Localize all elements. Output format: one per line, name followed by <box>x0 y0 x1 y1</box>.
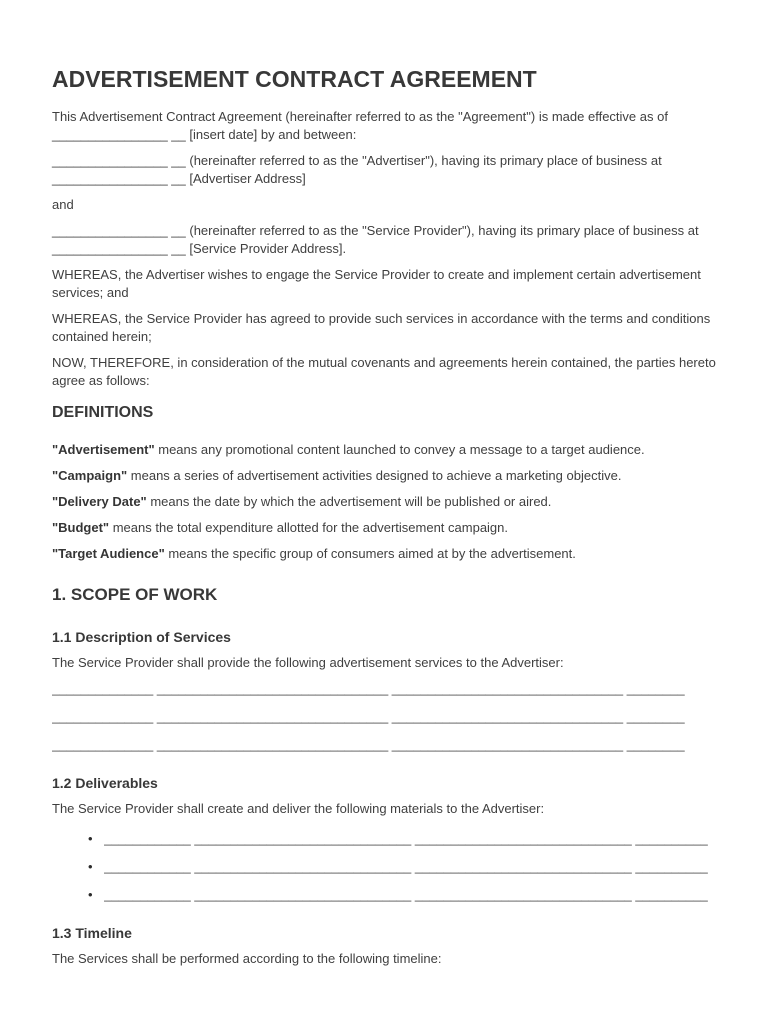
document-title: ADVERTISEMENT CONTRACT AGREEMENT <box>52 66 537 92</box>
deliverables-heading: 1.2 Deliverables <box>52 775 158 791</box>
definition-text: means any promotional content launched to convey a message to a target audience. <box>154 442 645 457</box>
definition-item-target-audience <box>52 545 718 563</box>
bullet-icon: • <box>88 859 93 874</box>
fill-in-line: ______________ ________________________________ ________________________________ ________ <box>52 709 685 724</box>
description-of-services-intro: The Service Provider shall provide the following advertisement services to the Advertiser: <box>52 655 564 670</box>
definition-item-advertisement <box>52 441 718 459</box>
fill-in-line: ____________ ______________________________ ______________________________ __________ <box>104 859 708 874</box>
definition-item-campaign <box>52 467 718 485</box>
fill-in-line: ______________ ________________________________ ________________________________ ________ <box>52 737 685 752</box>
whereas-clause-2: WHEREAS, the Service Provider has agreed to provide such services in accordance with the terms and conditions contained herein; <box>52 311 711 344</box>
definition-term: "Advertisement" <box>52 442 155 457</box>
intro-paragraph: This Advertisement Contract Agreement (hereinafter referred to as the "Agreement") is made effective as of ________________ __ [insert date] by and between: <box>52 109 668 142</box>
definition-text: means the date by which the advertisement will be published or aired. <box>146 494 552 509</box>
scope-of-work-heading: 1. SCOPE OF WORK <box>52 585 218 604</box>
definition-term: "Campaign" <box>52 468 128 483</box>
definition-item-budget <box>52 519 718 537</box>
now-therefore-clause: NOW, THEREFORE, in consideration of the mutual covenants and agreements herein contained, the parties hereto agree as follows: <box>52 355 716 388</box>
bullet-item <box>88 886 718 904</box>
definition-item-delivery-date <box>52 493 718 511</box>
definition-term: "Target Audience" <box>52 546 165 561</box>
description-of-services-heading: 1.1 Description of Services <box>52 629 231 645</box>
timeline-heading: 1.3 Timeline <box>52 925 132 941</box>
service-provider-paragraph: ________________ __ (hereinafter referred to as the "Service Provider"), having its primary place of business at ________________ __ [Service Provider Address]. <box>52 223 699 256</box>
definition-text: means the specific group of consumers aimed at by the advertisement. <box>164 546 576 561</box>
whereas-clause-1: WHEREAS, the Advertiser wishes to engage the Service Provider to create and implement certain advertisement services; and <box>52 267 701 300</box>
deliverables-intro: The Service Provider shall create and deliver the following materials to the Advertiser: <box>52 801 545 816</box>
definition-text: means a series of advertisement activities designed to achieve a marketing objective. <box>127 468 622 483</box>
advertiser-paragraph: ________________ __ (hereinafter referred to as the "Advertiser"), having its primary place of business at ________________ __ [Advertiser Address] <box>52 153 662 186</box>
bullet-item <box>88 858 718 876</box>
timeline-intro: The Services shall be performed according to the following timeline: <box>52 951 442 966</box>
bullet-icon: • <box>88 831 93 846</box>
fill-in-line: ____________ ______________________________ ______________________________ __________ <box>104 887 708 902</box>
definition-text: means the total expenditure allotted for the advertisement campaign. <box>109 520 509 535</box>
bullet-item <box>88 830 718 848</box>
definition-term: "Budget" <box>52 520 110 535</box>
fill-in-line: ______________ ________________________________ ________________________________ ________ <box>52 681 685 696</box>
fill-in-line: ____________ ______________________________ ______________________________ __________ <box>104 831 708 846</box>
deliverables-list <box>52 830 718 904</box>
definitions-heading: DEFINITIONS <box>52 404 154 421</box>
definition-term: "Delivery Date" <box>52 494 147 509</box>
conjunction-text: and <box>52 197 74 212</box>
bullet-icon: • <box>88 887 93 902</box>
